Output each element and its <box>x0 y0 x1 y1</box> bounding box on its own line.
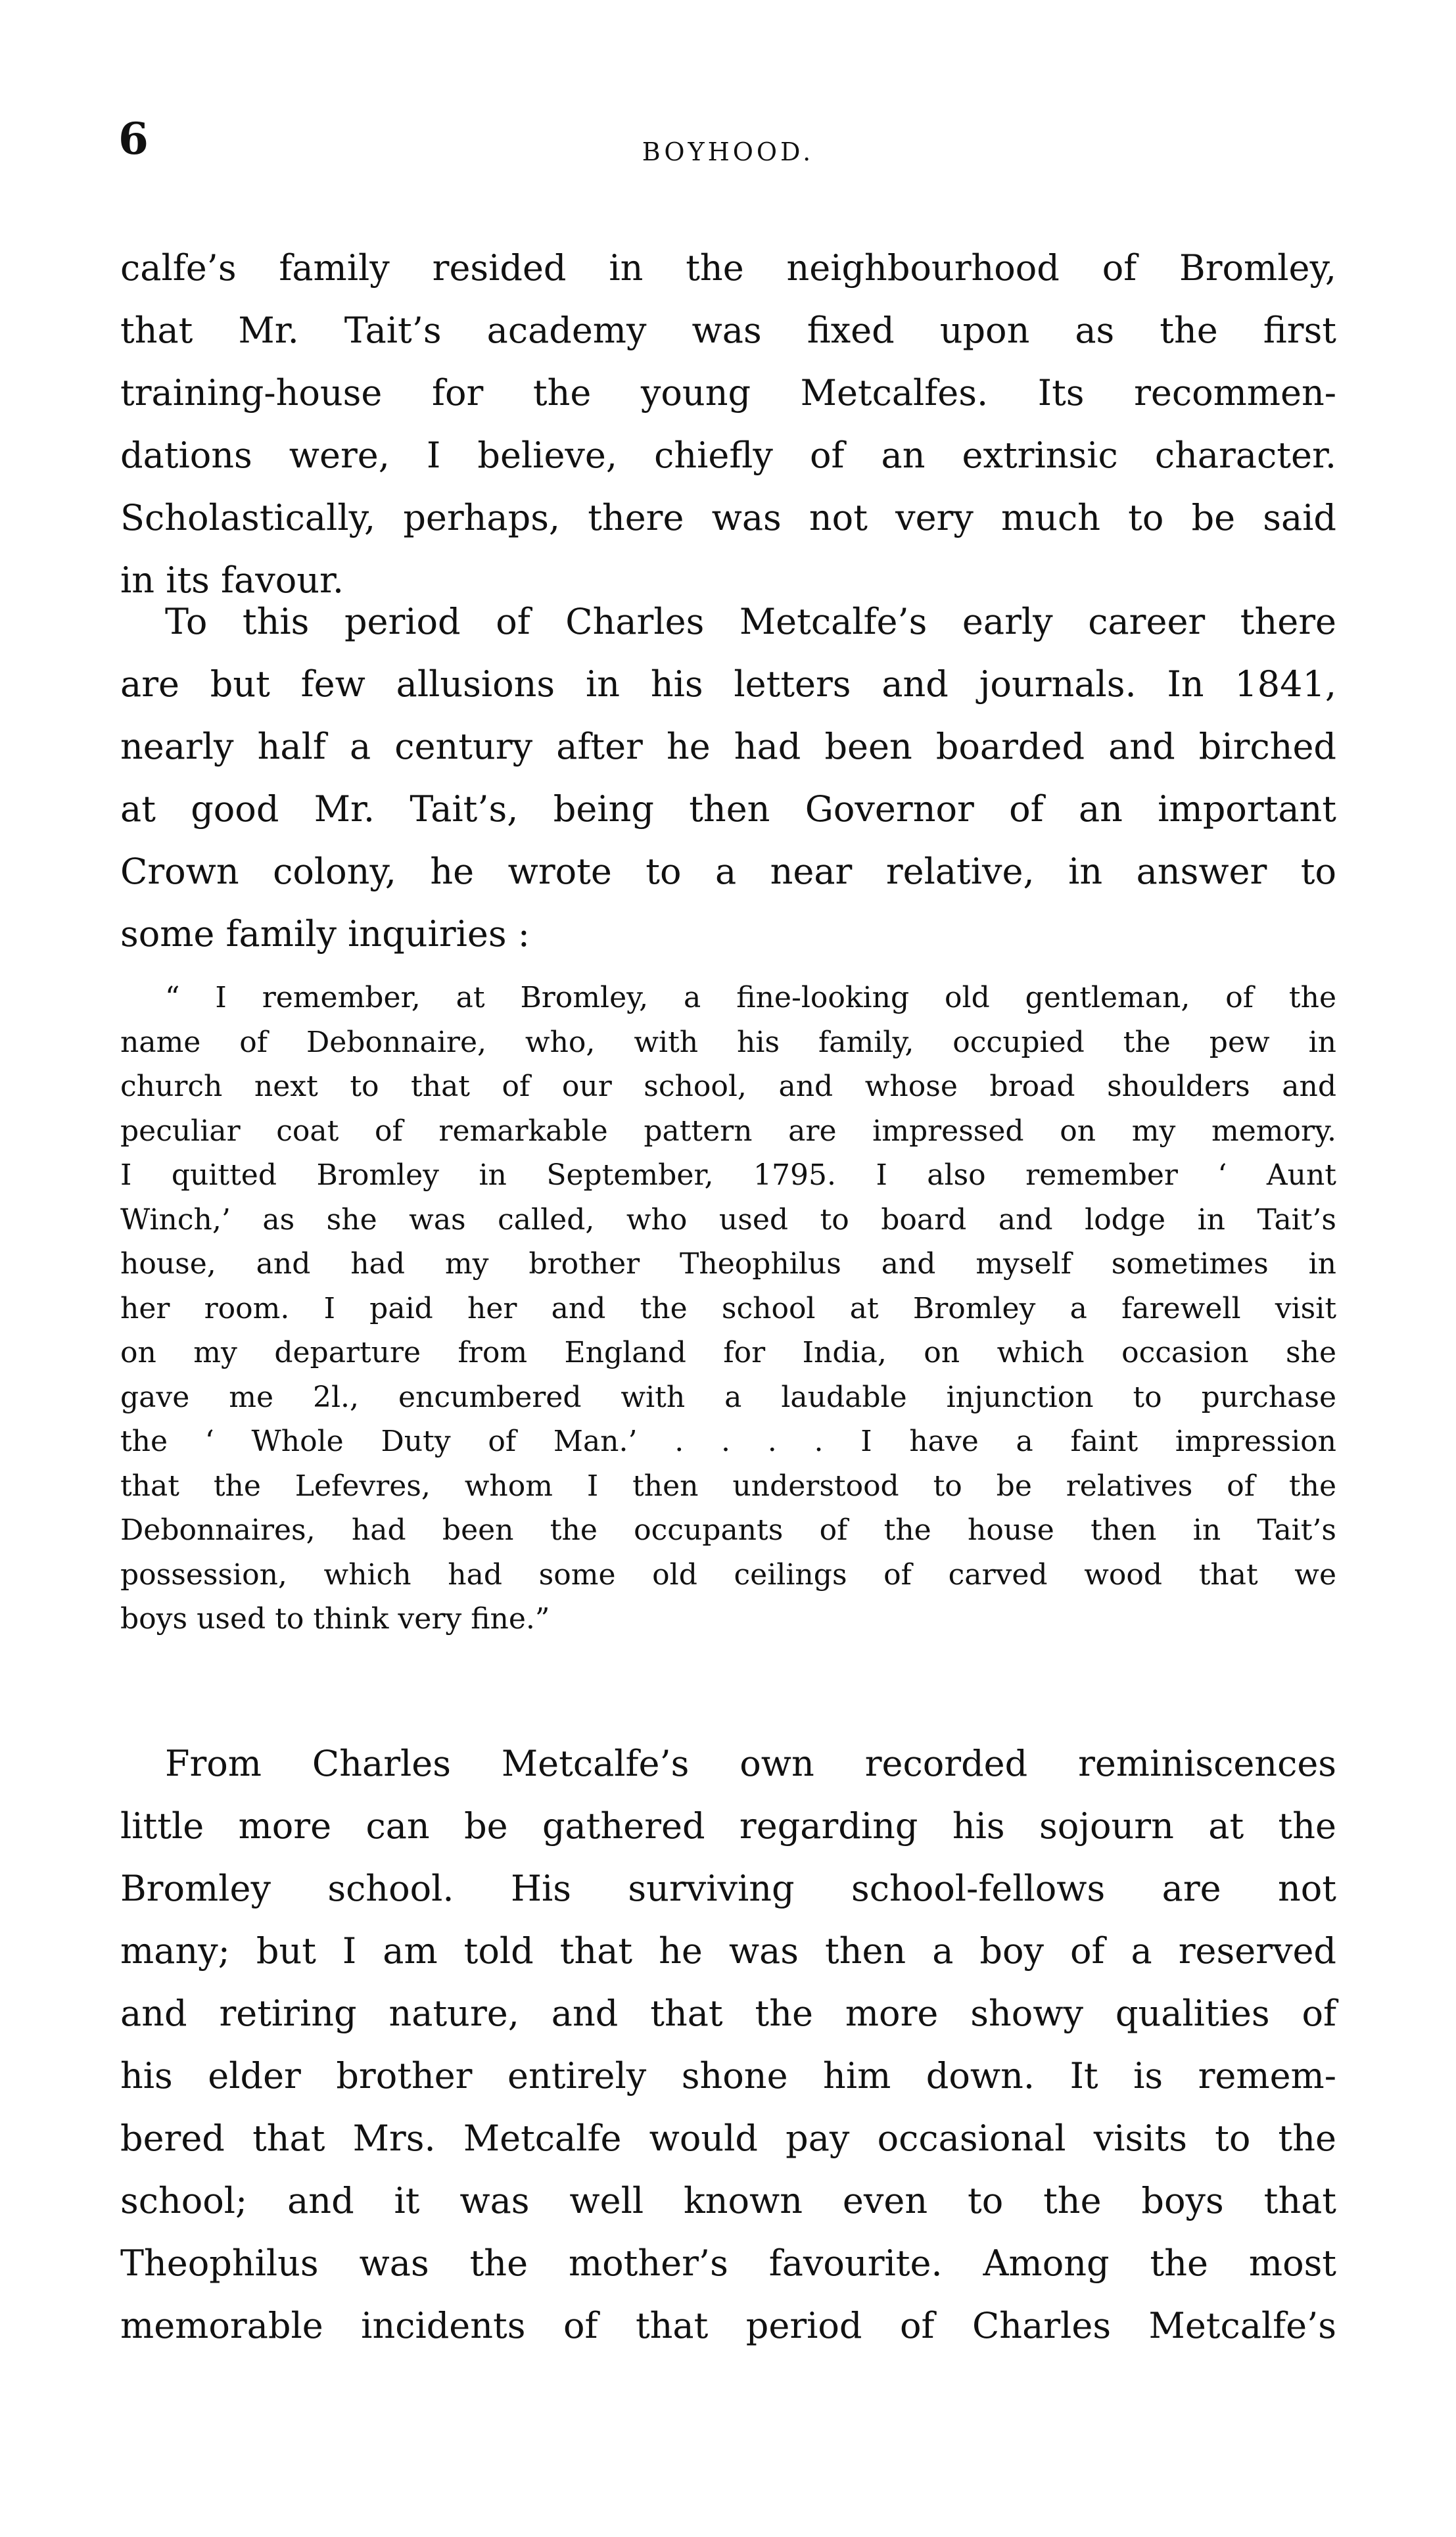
quote-line: boys used to think very fine.” <box>120 1602 550 1636</box>
quote-line: that the Lefevres, whom I then understood to be relatives of the <box>120 1469 1336 1503</box>
text-line: little more can be gathered regarding his sojourn at the <box>120 1805 1336 1847</box>
quote-line: name of Debonnaire, who, with his family, occupied the pew in <box>120 1025 1336 1059</box>
text-line: and retiring nature, and that the more showy qualities of <box>120 1993 1336 2034</box>
text-line: dations were, I believe, chiefly of an extrinsic character. <box>120 435 1336 476</box>
quote-line: peculiar coat of remarkable pattern are impressed on my memory. <box>120 1114 1336 1148</box>
quote-line: the ‘ Whole Duty of Man.’ . . . . I have a faint impression <box>120 1425 1336 1458</box>
quote-line: gave me 2l., encumbered with a laudable injunction to purchase <box>120 1380 1336 1414</box>
text-line: To this period of Charles Metcalfe’s early career there <box>165 601 1336 642</box>
text-line: training-house for the young Metcalfes. Its recommen- <box>120 372 1336 414</box>
text-line: his elder brother entirely shone him down. It is remem- <box>120 2055 1336 2097</box>
text-line: are but few allusions in his letters and journals. In 1841, <box>120 663 1336 705</box>
text-line: in its favour. <box>120 559 344 601</box>
text-line: school; and it was well known even to the boys that <box>120 2180 1336 2221</box>
paragraph-2 <box>120 590 1336 965</box>
text-line: Theophilus was the mother’s favourite. Among the most <box>120 2242 1336 2284</box>
quote-line: “ I remember, at Bromley, a fine-looking old gentleman, of the <box>165 981 1336 1014</box>
text-line: From Charles Metcalfe’s own recorded reminiscences <box>165 1743 1336 1784</box>
quote-line: church next to that of our school, and whose broad shoulders and <box>120 1070 1336 1103</box>
text-line: nearly half a century after he had been boarded and birched <box>120 726 1336 767</box>
text-line: memorable incidents of that period of Charles Metcalfe’s <box>120 2305 1336 2346</box>
text-line: Crown colony, he wrote to a near relative, in answer to <box>120 851 1336 892</box>
page-number: 6 <box>118 113 149 164</box>
text-line: many; but I am told that he was then a boy of a reserved <box>120 1930 1336 1972</box>
quote-line: house, and had my brother Theophilus and myself sometimes in <box>120 1247 1336 1281</box>
quote-line: possession, which had some old ceilings of carved wood that we <box>120 1557 1336 1592</box>
paragraph-3 <box>120 1732 1336 2357</box>
text-line: calfe’s family resided in the neighbourhood of Bromley, <box>120 247 1336 289</box>
paragraph-1 <box>120 237 1336 611</box>
text-line: some family inquiries : <box>120 913 530 955</box>
text-line: Bromley school. His surviving school-fellows are not <box>120 1868 1336 1909</box>
text-line: at good Mr. Tait’s, being then Governor of an important <box>120 788 1336 830</box>
quote-line: Debonnaires, had been the occupants of the house then in Tait’s <box>120 1513 1336 1547</box>
quote-line: on my departure from England for India, on which occasion she <box>120 1336 1336 1369</box>
text-line: Scholastically, perhaps, there was not very much to be said <box>120 497 1336 538</box>
quote-line: her room. I paid her and the school at Bromley a farewell visit <box>120 1291 1336 1325</box>
block-quote <box>120 976 1336 1642</box>
text-line: that Mr. Tait’s academy was fixed upon as the first <box>120 310 1336 351</box>
running-head: BOYHOOD. <box>642 137 814 166</box>
quote-line: I quitted Bromley in September, 1795. I also remember ‘ Aunt <box>120 1158 1336 1192</box>
text-line: bered that Mrs. Metcalfe would pay occasional visits to the <box>120 2118 1336 2159</box>
quote-line: Winch,’ as she was called, who used to board and lodge in Tait’s <box>120 1202 1336 1237</box>
